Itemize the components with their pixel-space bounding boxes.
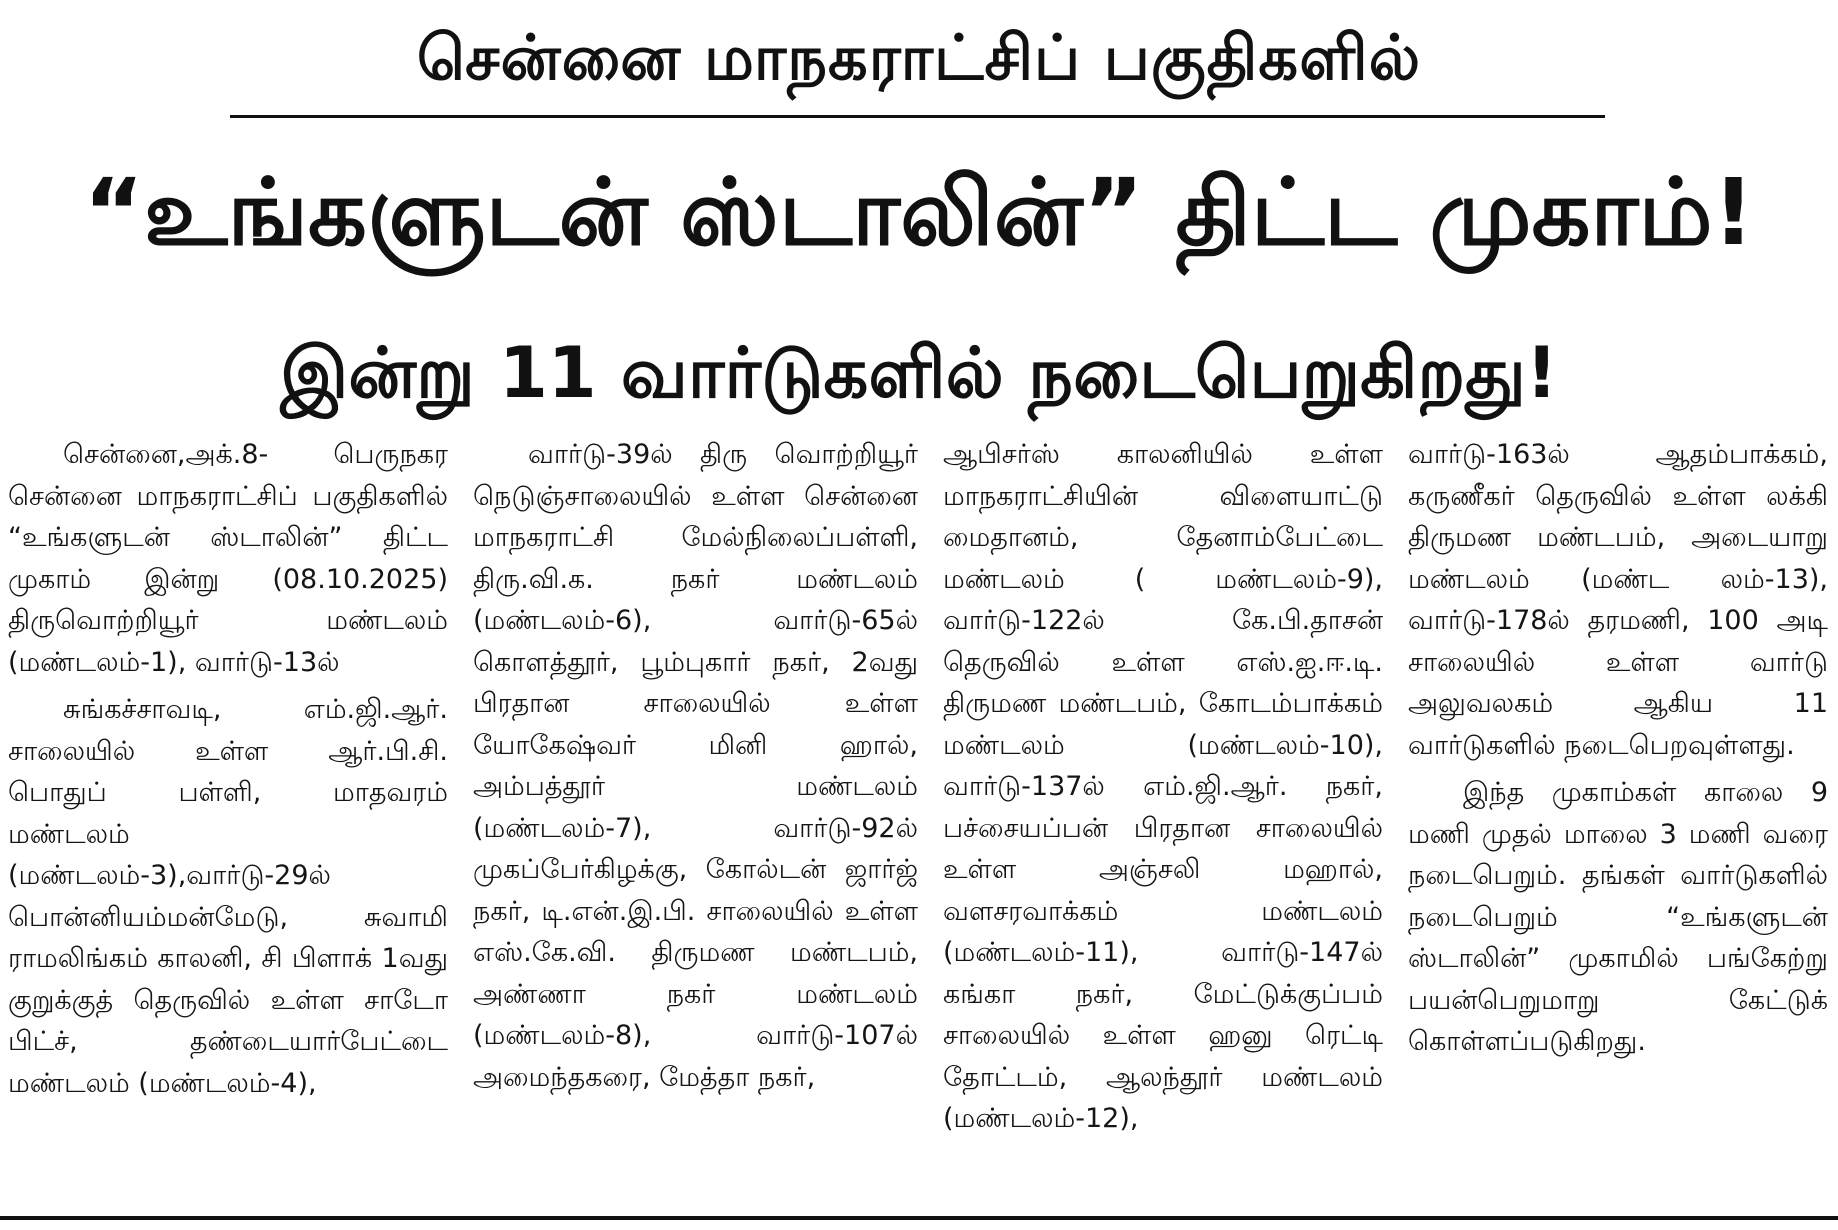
top-rule — [230, 115, 1605, 118]
paragraph: சென்னை,அக்.8- பெருநகர சென்னை மாநகராட்சிப் பகுதிகளில் “உங்களுடன் ஸ்டாலின்” திட்ட முகாம் இன்று (08.10.2025) திருவொற்றியூர் மண்டலம் (மண்டலம்-1), வார்டு-13ல் — [8, 439, 448, 678]
kicker-line: சென்னை மாநகராட்சிப் பகுதிகளில் — [416, 21, 1422, 94]
column-2 — [473, 434, 918, 1200]
article-body — [8, 434, 1830, 1200]
column-4 — [1408, 434, 1828, 1200]
paragraph: வார்டு-39ல் திரு வொற்றியூர் நெடுஞ்சாலையில் உள்ள சென்னை மாநகராட்சி மேல்நிலைப்பள்ளி, திரு.வி.க. நகர் மண்டலம் (மண்டலம்-6), வார்டு-65ல் கொளத்தூர், பூம்புகார் நகர், 2வது பிரதான சாலையில் உள்ள யோகேஷ்வர் மினி ஹால், அம்பத்தூர் மண்டலம் (மண்டலம்-7), வார்டு-92ல் முகப்பேர்கிழக்கு, கோல்டன் ஜார்ஜ் நகர், டி.என்.இ.பி. சாலையில் உள்ள எஸ்.கே.வி. திருமண மண்டபம், அண்ணா நகர் மண்டலம் (மண்டலம்-8), வார்டு-107ல் அமைந்தகரை, மேத்தா நகர், — [473, 439, 918, 1093]
paragraph: இந்த முகாம்கள் காலை 9 மணி முதல் மாலை 3 மணி வரை நடைபெறும். தங்கள் வார்டுகளில் நடைபெறும் “உங்களுடன் ஸ்டாலின்” முகாமில் பங்கேற்று பயன்பெறுமாறு கேட்டுக் கொள்ளப்படுகிறது. — [1408, 777, 1828, 1057]
headline: “உங்களுடன் ஸ்டாலின்” திட்ட முகாம்! — [83, 159, 1755, 266]
column-3 — [943, 434, 1383, 1200]
paragraph: சுங்கச்சாவடி, எம்.ஜி.ஆர். சாலையில் உள்ள ஆர்.பி.சி. பொதுப் பள்ளி, மாதவரம் மண்டலம் (மண்டலம்-3),வார்டு-29ல் பொன்னியம்மன்மேடு, சுவாமி ராமலிங்கம் காலனி, சி பிளாக் 1வது குறுக்குத் தெருவில் உள்ள சாடோ பிட்ச், தண்டையார்பேட்டை மண்டலம் (மண்டலம்-4), — [8, 694, 448, 1099]
column-1 — [8, 434, 448, 1200]
bottom-rule — [0, 1216, 1838, 1220]
paragraph: ஆபிசர்ஸ் காலனியில் உள்ள மாநகராட்சியின் விளையாட்டு மைதானம், தேனாம்பேட்டை மண்டலம் ( மண்டலம்-9), வார்டு-122ல் கே.பி.தாசன் தெருவில் உள்ள எஸ்.ஐ.ஈ.டி. திருமண மண்டபம், கோடம்பாக்கம் மண்டலம் (மண்டலம்-10), வார்டு-137ல் எம்.ஜி.ஆர். நகர், பச்சையப்பன் பிரதான சாலையில் உள்ள அஞ்சலி மஹால், வளசரவாக்கம் மண்டலம் (மண்டலம்-11), வார்டு-147ல் கங்கா நகர், மேட்டுக்குப்பம் சாலையில் உள்ள ஹனு ரெட்டி தோட்டம், ஆலந்தூர் மண்டலம் (மண்டலம்-12), — [943, 439, 1383, 1134]
paragraph: வார்டு-163ல் ஆதம்பாக்கம், கருணீகர் தெருவில் உள்ள லக்கி திருமண மண்டபம், அடையாறு மண்டலம் (மண்ட லம்-13), வார்டு-178ல் தரமணி, 100 அடி சாலையில் உள்ள வார்டு அலுவலகம் ஆகிய 11 வார்டுகளில் நடைபெறவுள்ளது. — [1408, 439, 1828, 761]
subheadline: இன்று 11 வார்டுகளில் நடைபெறுகிறது! — [280, 332, 1558, 414]
